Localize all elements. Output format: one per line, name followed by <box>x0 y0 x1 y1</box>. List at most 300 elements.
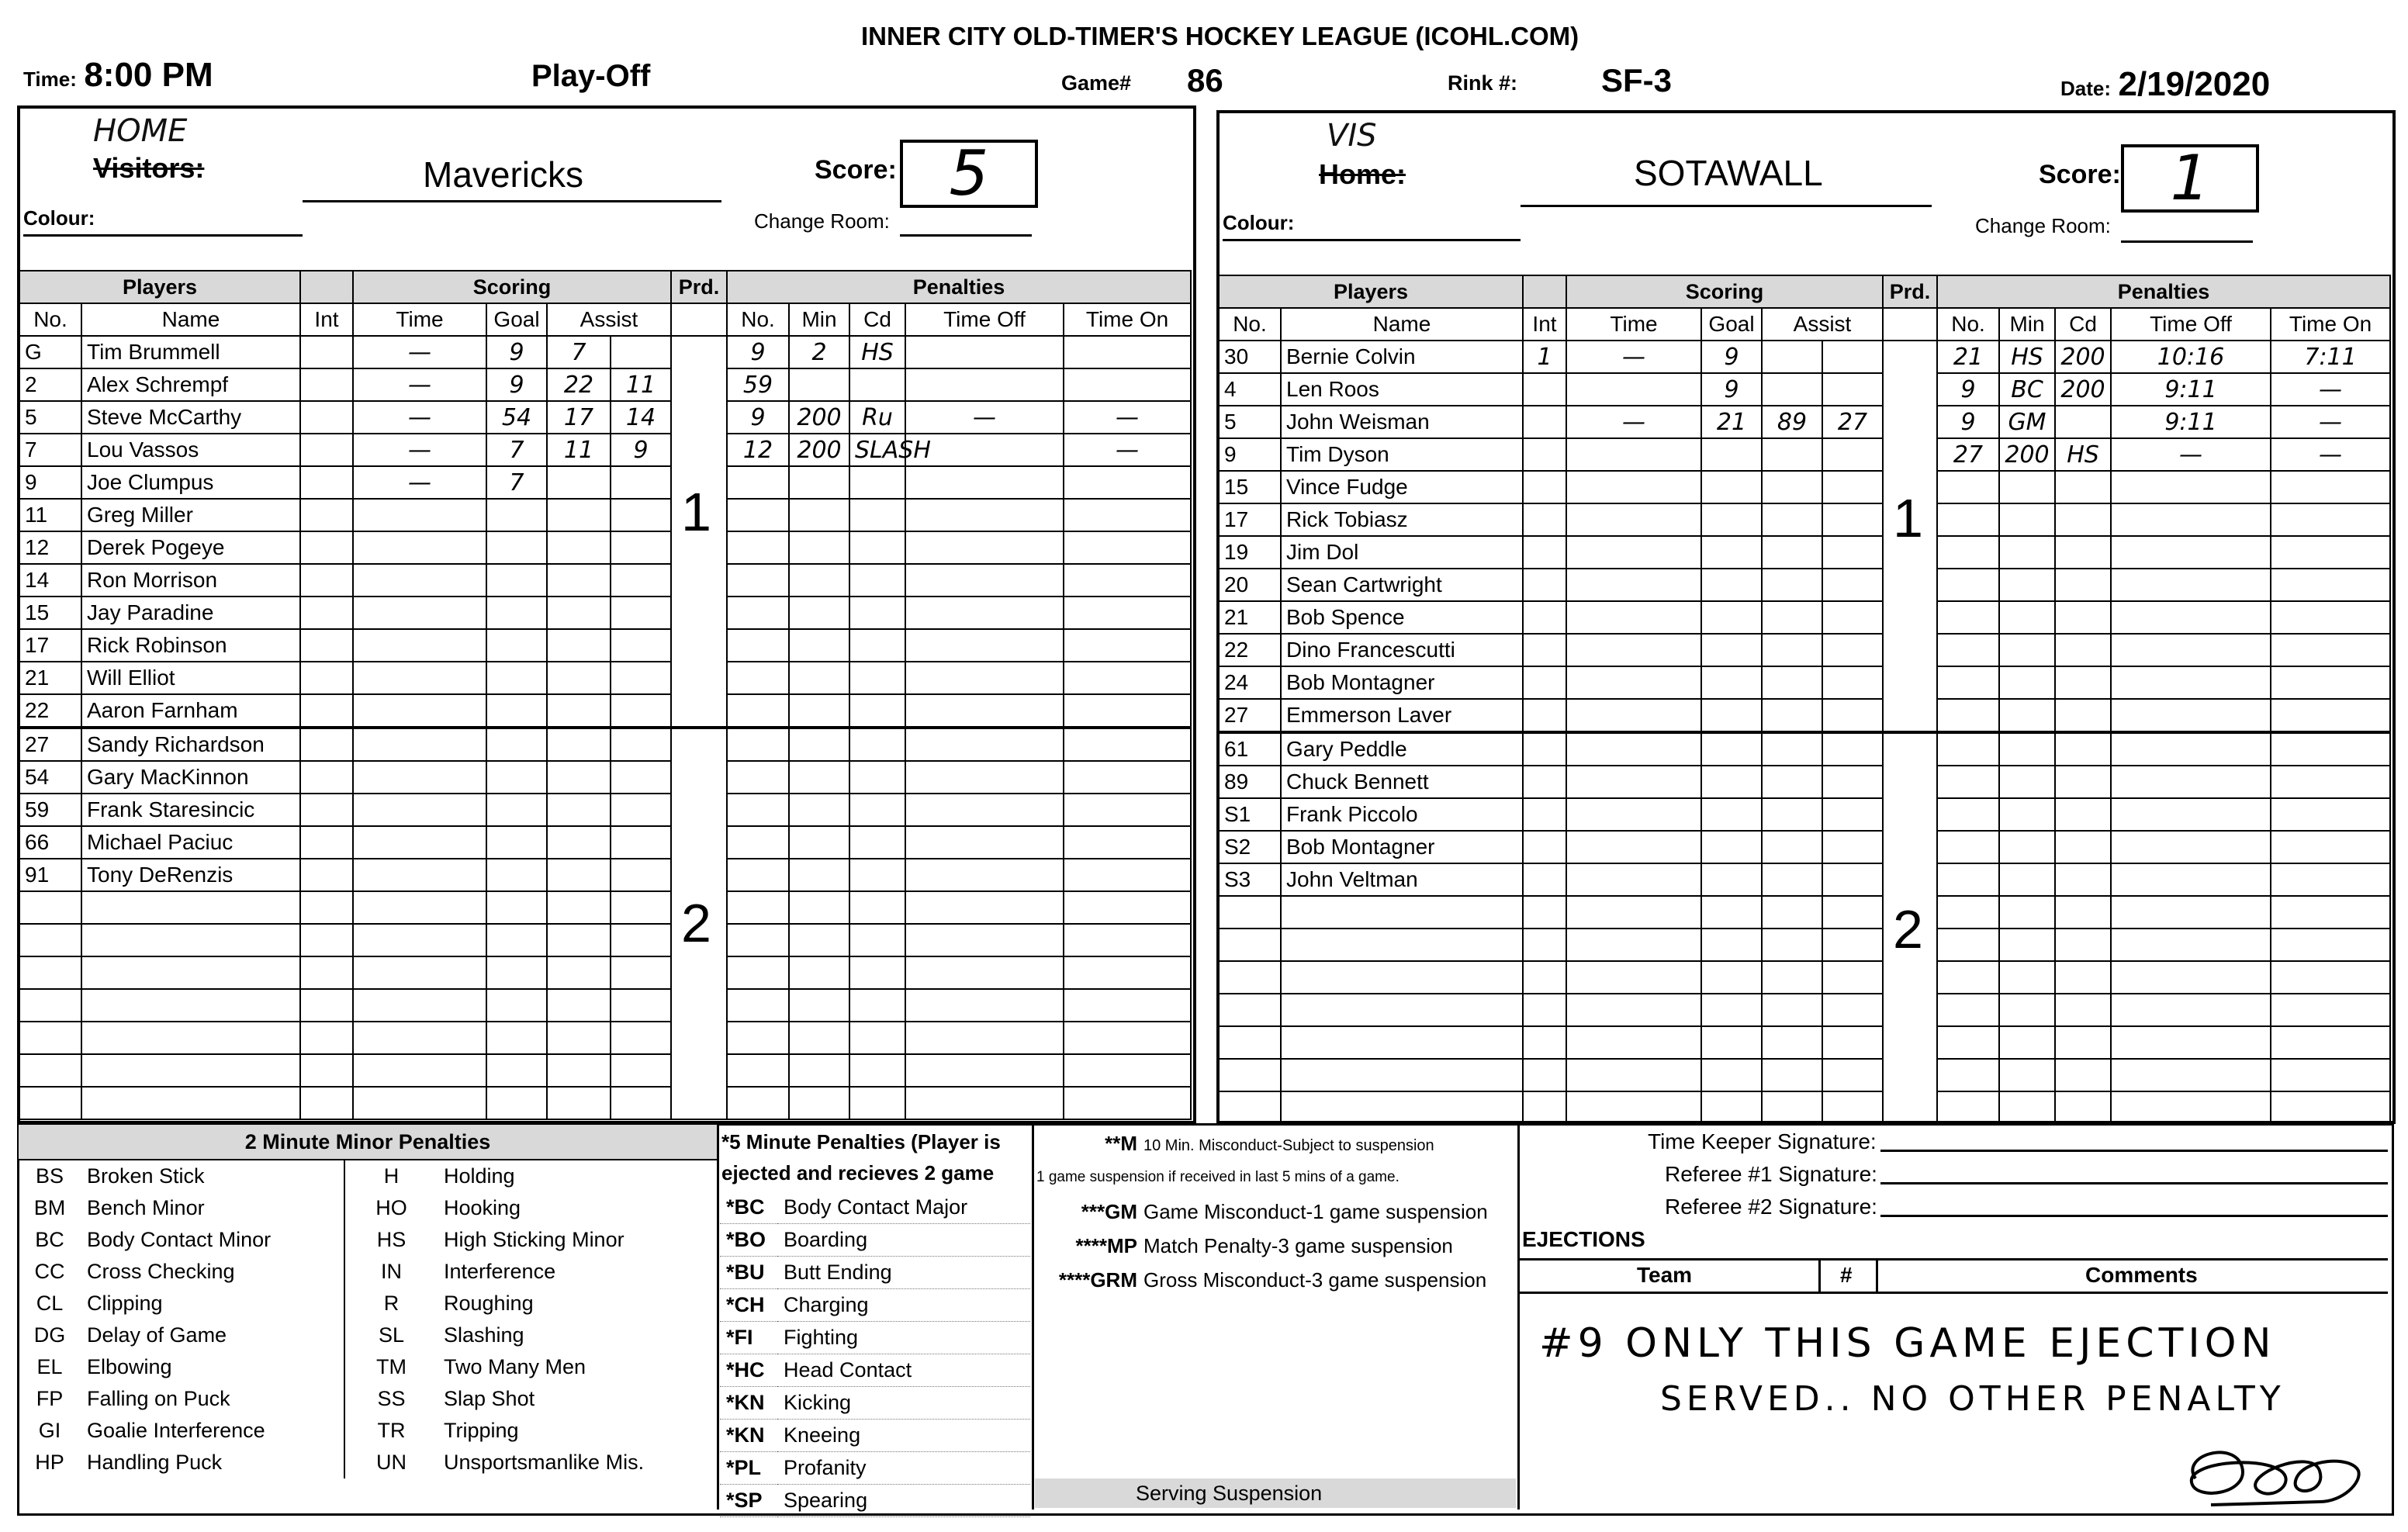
ejections-number-header: # <box>1840 1263 1853 1287</box>
home-player-name[interactable]: Steve McCarthy <box>81 401 300 434</box>
misconduct-name: 1 game suspension if received in last 5 mins of a game. <box>1036 1169 1399 1185</box>
home-player-name[interactable] <box>81 891 300 924</box>
visitor-assist-1 <box>1762 634 1822 666</box>
rink-value: SF-3 <box>1601 62 1673 99</box>
visitor-goal-time <box>1566 471 1701 503</box>
minor-penalty-legend <box>19 1125 717 1478</box>
visitor-player-name[interactable]: Sean Cartwright <box>1281 569 1523 601</box>
visitor-goal-time <box>1566 831 1701 863</box>
home-pen-time-off <box>905 891 1064 924</box>
visitor-player-name[interactable]: Bob Montagner <box>1281 666 1523 699</box>
home-assist-1 <box>547 564 611 597</box>
home-goal-time <box>353 564 486 597</box>
visitor-player-name[interactable]: Rick Tobiasz <box>1281 503 1523 536</box>
home-player-number: 15 <box>19 597 81 629</box>
visitor-assist-2 <box>1822 732 1883 766</box>
home-goal-scorer <box>486 891 547 924</box>
home-pen-number <box>727 629 789 662</box>
home-pen-code <box>849 761 905 794</box>
major-penalty-code: *CH <box>726 1293 765 1316</box>
home-player-name[interactable]: Michael Paciuc <box>81 826 300 859</box>
visitor-pen-number <box>1937 929 1999 961</box>
home-prd-cell <box>671 694 727 728</box>
game-type: Play-Off <box>531 59 651 93</box>
home-prd-cell <box>671 597 727 629</box>
visitor-row <box>1219 896 2390 929</box>
visitor-assist-2 <box>1822 1091 1883 1124</box>
home-assist-2 <box>611 826 671 859</box>
visitor-int <box>1523 1059 1566 1091</box>
visitor-pen-number <box>1937 798 1999 831</box>
home-player-number: 22 <box>19 694 81 728</box>
home-player-name[interactable]: Will Elliot <box>81 662 300 694</box>
visitor-int <box>1523 863 1566 896</box>
minor-title: 2 Minute Minor Penalties <box>19 1125 717 1160</box>
home-player-name[interactable] <box>81 989 300 1022</box>
home-pen-time-on <box>1064 1022 1191 1054</box>
visitor-assist-2 <box>1822 373 1883 406</box>
home-goal-time: — <box>353 466 486 499</box>
home-pen-min <box>789 1087 849 1119</box>
home-int <box>300 924 353 956</box>
home-int <box>300 434 353 466</box>
home-col-assist: Assist <box>547 303 671 336</box>
home-player-name[interactable]: Tony DeRenzis <box>81 859 300 891</box>
visitor-player-name[interactable] <box>1281 1026 1523 1059</box>
home-row <box>19 336 1191 368</box>
visitor-player-name[interactable] <box>1281 994 1523 1026</box>
home-row <box>19 891 1191 924</box>
visitor-period-2: 2 <box>1893 899 1923 960</box>
home-prd-cell <box>671 1022 727 1054</box>
home-assist-2: 9 <box>611 434 671 466</box>
league-title: INNER CITY OLD-TIMER'S HOCKEY LEAGUE (ICOHL.COM) <box>861 22 1579 50</box>
visitor-player-name[interactable] <box>1281 1059 1523 1091</box>
home-player-name[interactable]: Sandy Richardson <box>81 728 300 761</box>
misconduct-code: ****MP <box>1075 1234 1137 1257</box>
visitor-header-scoring: Scoring <box>1566 275 1883 308</box>
home-goal-scorer <box>486 989 547 1022</box>
visitor-pen-min: GM <box>1999 406 2055 438</box>
home-player-number: 9 <box>19 466 81 499</box>
home-pen-code <box>849 989 905 1022</box>
home-player-number: 27 <box>19 728 81 761</box>
home-player-number <box>19 1054 81 1087</box>
visitor-assist-1 <box>1762 1026 1822 1059</box>
visitor-player-name[interactable]: Bob Spence <box>1281 601 1523 634</box>
visitor-goal-scorer <box>1701 798 1762 831</box>
home-header-prd: Prd. <box>671 271 727 303</box>
home-assist-2 <box>611 859 671 891</box>
visitor-goal-time <box>1566 536 1701 569</box>
home-assist-1 <box>547 956 611 989</box>
home-row <box>19 368 1191 401</box>
visitor-assist-2 <box>1822 536 1883 569</box>
home-player-name[interactable]: Rick Robinson <box>81 629 300 662</box>
visitor-pen-min <box>1999 766 2055 798</box>
visitor-pen-min <box>1999 503 2055 536</box>
home-int <box>300 859 353 891</box>
visitor-team-name: SOTAWALL <box>1634 153 1823 193</box>
home-pen-code <box>849 662 905 694</box>
home-goal-time: — <box>353 368 486 401</box>
visitor-player-number: 9 <box>1219 438 1281 471</box>
visitor-row <box>1219 1059 2390 1091</box>
home-change-room-label: Change Room: <box>754 209 890 233</box>
visitor-pen-min <box>1999 634 2055 666</box>
visitor-assist-1 <box>1762 798 1822 831</box>
home-pen-code <box>849 859 905 891</box>
minor-penalty-code: TR <box>344 1415 438 1447</box>
home-team-name: Mavericks <box>423 154 584 195</box>
visitor-assist-1 <box>1762 961 1822 994</box>
visitor-goal-scorer <box>1701 961 1762 994</box>
home-pen-time-on: — <box>1064 434 1191 466</box>
home-prd-cell <box>671 989 727 1022</box>
visitor-assist-1 <box>1762 471 1822 503</box>
visitor-pen-code <box>2055 536 2111 569</box>
minor-penalty-code: SL <box>344 1319 438 1351</box>
visitor-assist-2 <box>1822 863 1883 896</box>
visitor-row <box>1219 863 2390 896</box>
home-col-prd <box>671 303 727 336</box>
home-pen-time-on <box>1064 956 1191 989</box>
home-pen-min <box>789 564 849 597</box>
ejections-title: EJECTIONS <box>1522 1227 1645 1251</box>
minor-penalty-name: Body Contact Minor <box>87 1228 272 1251</box>
home-pen-code <box>849 924 905 956</box>
home-player-name[interactable]: Greg Miller <box>81 499 300 531</box>
visitor-player-name[interactable]: Emmerson Laver <box>1281 699 1523 732</box>
visitor-int <box>1523 929 1566 961</box>
visitor-row <box>1219 471 2390 503</box>
visitor-assist-2 <box>1822 961 1883 994</box>
home-int <box>300 564 353 597</box>
home-goal-time <box>353 1054 486 1087</box>
visitor-player-number <box>1219 994 1281 1026</box>
visitor-player-name[interactable]: John Veltman <box>1281 863 1523 896</box>
home-assist-2 <box>611 924 671 956</box>
visitor-pen-time-on <box>2271 994 2390 1026</box>
home-player-name[interactable]: Ron Morrison <box>81 564 300 597</box>
visitor-goal-scorer <box>1701 766 1762 798</box>
home-pen-code <box>849 794 905 826</box>
visitor-role-handwritten: VIS <box>1327 118 1377 154</box>
home-pen-min <box>789 859 849 891</box>
home-player-name[interactable] <box>81 1054 300 1087</box>
home-pen-min <box>789 629 849 662</box>
visitor-player-number: 27 <box>1219 699 1281 732</box>
visitor-pen-code <box>2055 569 2111 601</box>
visitor-goal-time <box>1566 438 1701 471</box>
visitor-assist-1 <box>1762 1059 1822 1091</box>
visitor-col-no: No. <box>1937 308 1999 341</box>
home-pen-number <box>727 694 789 728</box>
home-goal-scorer <box>486 499 547 531</box>
visitor-pen-time-on <box>2271 1091 2390 1124</box>
visitor-prd-cell <box>1883 831 1937 863</box>
visitor-int <box>1523 438 1566 471</box>
minor-penalty-name: Bench Minor <box>87 1196 205 1219</box>
visitor-pen-number <box>1937 666 1999 699</box>
visitor-player-name[interactable]: Bob Montagner <box>1281 831 1523 863</box>
home-pen-code: SLASH <box>849 434 905 466</box>
visitor-prd-cell <box>1883 601 1937 634</box>
visitor-player-number: 89 <box>1219 766 1281 798</box>
visitor-goal-time <box>1566 896 1701 929</box>
home-player-name[interactable]: Aaron Farnham <box>81 694 300 728</box>
visitor-pen-number <box>1937 601 1999 634</box>
home-pen-time-off <box>905 597 1064 629</box>
home-header-penalties: Penalties <box>727 271 1191 303</box>
visitor-pen-time-off <box>2111 1091 2271 1124</box>
visitor-pen-number <box>1937 569 1999 601</box>
home-player-name[interactable]: Gary MacKinnon <box>81 761 300 794</box>
visitor-row <box>1219 1091 2390 1124</box>
home-goal-scorer: 9 <box>486 368 547 401</box>
visitor-pen-time-on <box>2271 1059 2390 1091</box>
visitor-goal-time <box>1566 1026 1701 1059</box>
home-assist-2 <box>611 629 671 662</box>
home-pen-time-on <box>1064 989 1191 1022</box>
home-pen-time-off <box>905 794 1064 826</box>
home-pen-code <box>849 564 905 597</box>
home-assist-1: 22 <box>547 368 611 401</box>
visitor-assist-1 <box>1762 863 1822 896</box>
visitor-player-number: 17 <box>1219 503 1281 536</box>
home-pen-number <box>727 466 789 499</box>
visitor-pen-min <box>1999 798 2055 831</box>
home-pen-time-on <box>1064 859 1191 891</box>
home-goal-scorer <box>486 859 547 891</box>
visitor-pen-min <box>1999 863 2055 896</box>
home-col-no: No. <box>727 303 789 336</box>
visitor-pen-time-off <box>2111 666 2271 699</box>
visitor-player-name[interactable]: Dino Francescutti <box>1281 634 1523 666</box>
home-goal-scorer <box>486 956 547 989</box>
time-field <box>23 56 213 95</box>
visitor-pen-number <box>1937 994 1999 1026</box>
home-pen-number <box>727 956 789 989</box>
home-player-number: 7 <box>19 434 81 466</box>
home-pen-time-off <box>905 694 1064 728</box>
referee2-signature-line[interactable] <box>1880 1215 2388 1217</box>
home-assist-2 <box>611 891 671 924</box>
home-pen-time-off <box>905 466 1064 499</box>
visitor-colour-label: Colour: <box>1223 211 1295 234</box>
visitor-assist-1 <box>1762 438 1822 471</box>
visitor-player-name[interactable]: Vince Fudge <box>1281 471 1523 503</box>
home-pen-min <box>789 891 849 924</box>
visitor-pen-time-on <box>2271 896 2390 929</box>
visitor-player-name[interactable]: John Weisman <box>1281 406 1523 438</box>
home-int <box>300 956 353 989</box>
timekeeper-signature-line[interactable] <box>1880 1150 2388 1152</box>
home-goal-time <box>353 1087 486 1119</box>
visitor-pen-min <box>1999 961 2055 994</box>
home-pen-time-on <box>1064 1087 1191 1119</box>
home-assist-1 <box>547 629 611 662</box>
minor-penalty-name: Holding <box>444 1164 515 1188</box>
visitor-player-number: 61 <box>1219 732 1281 766</box>
home-row <box>19 564 1191 597</box>
visitor-pen-min <box>1999 1059 2055 1091</box>
home-player-name[interactable] <box>81 1087 300 1119</box>
minor-penalty-code: CC <box>34 1260 65 1283</box>
visitor-player-name[interactable]: Tim Dyson <box>1281 438 1523 471</box>
home-row <box>19 859 1191 891</box>
visitor-goal-time <box>1566 503 1701 536</box>
misconduct-name: Gross Misconduct-3 game suspension <box>1143 1268 1487 1292</box>
home-pen-code: Ru <box>849 401 905 434</box>
home-row <box>19 989 1191 1022</box>
visitor-pen-time-on: 7:11 <box>2271 341 2390 373</box>
visitor-pen-code <box>2055 1091 2111 1124</box>
minor-penalty-name: Unsportsmanlike Mis. <box>444 1451 645 1474</box>
visitor-goal-scorer <box>1701 438 1762 471</box>
visitor-pen-code: 200 <box>2055 341 2111 373</box>
visitor-goal-scorer <box>1701 831 1762 863</box>
visitor-player-name[interactable]: Frank Piccolo <box>1281 798 1523 831</box>
visitor-prd-cell <box>1883 1091 1937 1124</box>
visitor-player-number: 19 <box>1219 536 1281 569</box>
visitor-row <box>1219 438 2390 471</box>
home-player-name[interactable]: Alex Schrempf <box>81 368 300 401</box>
visitor-player-name[interactable] <box>1281 896 1523 929</box>
home-pen-time-on <box>1064 1054 1191 1087</box>
home-player-number: G <box>19 336 81 368</box>
home-player-name[interactable] <box>81 956 300 989</box>
home-player-name[interactable]: Frank Staresincic <box>81 794 300 826</box>
visitor-goal-scorer <box>1701 1091 1762 1124</box>
visitor-player-name[interactable]: Jim Dol <box>1281 536 1523 569</box>
home-col-min: Min <box>789 303 849 336</box>
home-player-name[interactable]: Jay Paradine <box>81 597 300 629</box>
visitor-goal-scorer: 9 <box>1701 341 1762 373</box>
visitor-int <box>1523 961 1566 994</box>
minor-penalty-code: SS <box>344 1383 438 1415</box>
home-goal-scorer <box>486 564 547 597</box>
home-pen-min <box>789 956 849 989</box>
visitor-row <box>1219 373 2390 406</box>
timekeeper-signature-label: Time Keeper Signature: <box>1648 1129 1877 1153</box>
home-visitors-label: Visitors: <box>93 152 205 184</box>
visitor-player-number: 24 <box>1219 666 1281 699</box>
visitor-row <box>1219 994 2390 1026</box>
visitor-player-name[interactable] <box>1281 929 1523 961</box>
major-penalty-name: Kicking <box>784 1391 852 1414</box>
visitor-player-name[interactable] <box>1281 961 1523 994</box>
visitor-goal-scorer <box>1701 699 1762 732</box>
visitor-pen-code <box>2055 503 2111 536</box>
visitor-pen-time-on <box>2271 536 2390 569</box>
major-penalty-code: *BO <box>726 1228 766 1251</box>
home-pen-number <box>727 597 789 629</box>
home-player-name[interactable]: Derek Pogeye <box>81 531 300 564</box>
home-assist-1 <box>547 761 611 794</box>
home-pen-min <box>789 662 849 694</box>
major-penalty-code: *KN <box>726 1391 765 1414</box>
visitor-pen-number <box>1937 863 1999 896</box>
home-goal-scorer <box>486 531 547 564</box>
home-col-time-off: Time Off <box>905 303 1064 336</box>
visitor-pen-code <box>2055 699 2111 732</box>
visitor-goal-time: — <box>1566 341 1701 373</box>
home-row <box>19 1087 1191 1119</box>
visitor-assist-1 <box>1762 569 1822 601</box>
home-assist-2 <box>611 794 671 826</box>
home-pen-min <box>789 1054 849 1087</box>
home-pen-time-on <box>1064 499 1191 531</box>
visitor-pen-number <box>1937 831 1999 863</box>
home-pen-time-on <box>1064 694 1191 728</box>
visitor-pen-code <box>2055 634 2111 666</box>
home-assist-2 <box>611 466 671 499</box>
visitor-pen-code <box>2055 1026 2111 1059</box>
visitor-assist-2 <box>1822 666 1883 699</box>
visitor-player-name[interactable]: Len Roos <box>1281 373 1523 406</box>
visitor-row <box>1219 929 2390 961</box>
visitor-player-name[interactable]: Chuck Bennett <box>1281 766 1523 798</box>
minor-penalty-code: FP <box>36 1387 64 1410</box>
visitor-player-name[interactable] <box>1281 1091 1523 1124</box>
home-player-name[interactable]: Tim Brummell <box>81 336 300 368</box>
home-player-name[interactable]: Lou Vassos <box>81 434 300 466</box>
home-pen-min <box>789 826 849 859</box>
visitor-player-number: 20 <box>1219 569 1281 601</box>
home-player-name[interactable] <box>81 924 300 956</box>
home-goal-scorer <box>486 629 547 662</box>
home-player-number: 66 <box>19 826 81 859</box>
home-player-number: 14 <box>19 564 81 597</box>
home-prd-cell <box>671 728 727 761</box>
home-col-no: No. <box>19 303 81 336</box>
visitor-goal-scorer <box>1701 863 1762 896</box>
referee1-signature-line[interactable] <box>1880 1182 2388 1184</box>
home-pen-number <box>727 794 789 826</box>
visitor-col-time-on: Time On <box>2271 308 2390 341</box>
visitor-player-name[interactable]: Bernie Colvin <box>1281 341 1523 373</box>
visitor-goal-time <box>1566 798 1701 831</box>
minor-penalty-name: Cross Checking <box>87 1260 235 1283</box>
home-assist-1 <box>547 989 611 1022</box>
home-player-name[interactable] <box>81 1022 300 1054</box>
home-player-name[interactable]: Joe Clumpus <box>81 466 300 499</box>
visitor-assist-1 <box>1762 831 1822 863</box>
visitor-goal-time: — <box>1566 406 1701 438</box>
visitor-goal-scorer <box>1701 994 1762 1026</box>
visitor-pen-time-off <box>2111 503 2271 536</box>
home-prd-cell <box>671 826 727 859</box>
misconduct-legend-item <box>1036 1160 1517 1195</box>
visitor-player-number <box>1219 896 1281 929</box>
visitor-pen-min <box>1999 732 2055 766</box>
visitor-pen-time-off: 9:11 <box>2111 406 2271 438</box>
visitor-player-name[interactable]: Gary Peddle <box>1281 732 1523 766</box>
home-pen-code <box>849 728 905 761</box>
date-value: 2/19/2020 <box>2118 65 2271 103</box>
visitor-row <box>1219 732 2390 766</box>
home-assist-2 <box>611 564 671 597</box>
visitor-int <box>1523 503 1566 536</box>
misconduct-legend-item <box>1036 1263 1517 1297</box>
home-pen-min <box>789 499 849 531</box>
visitor-pen-number: 21 <box>1937 341 1999 373</box>
visitor-pen-time-on <box>2271 666 2390 699</box>
visitor-pen-min <box>1999 536 2055 569</box>
major-penalty-name: Charging <box>784 1293 869 1316</box>
visitor-assist-2 <box>1822 994 1883 1026</box>
